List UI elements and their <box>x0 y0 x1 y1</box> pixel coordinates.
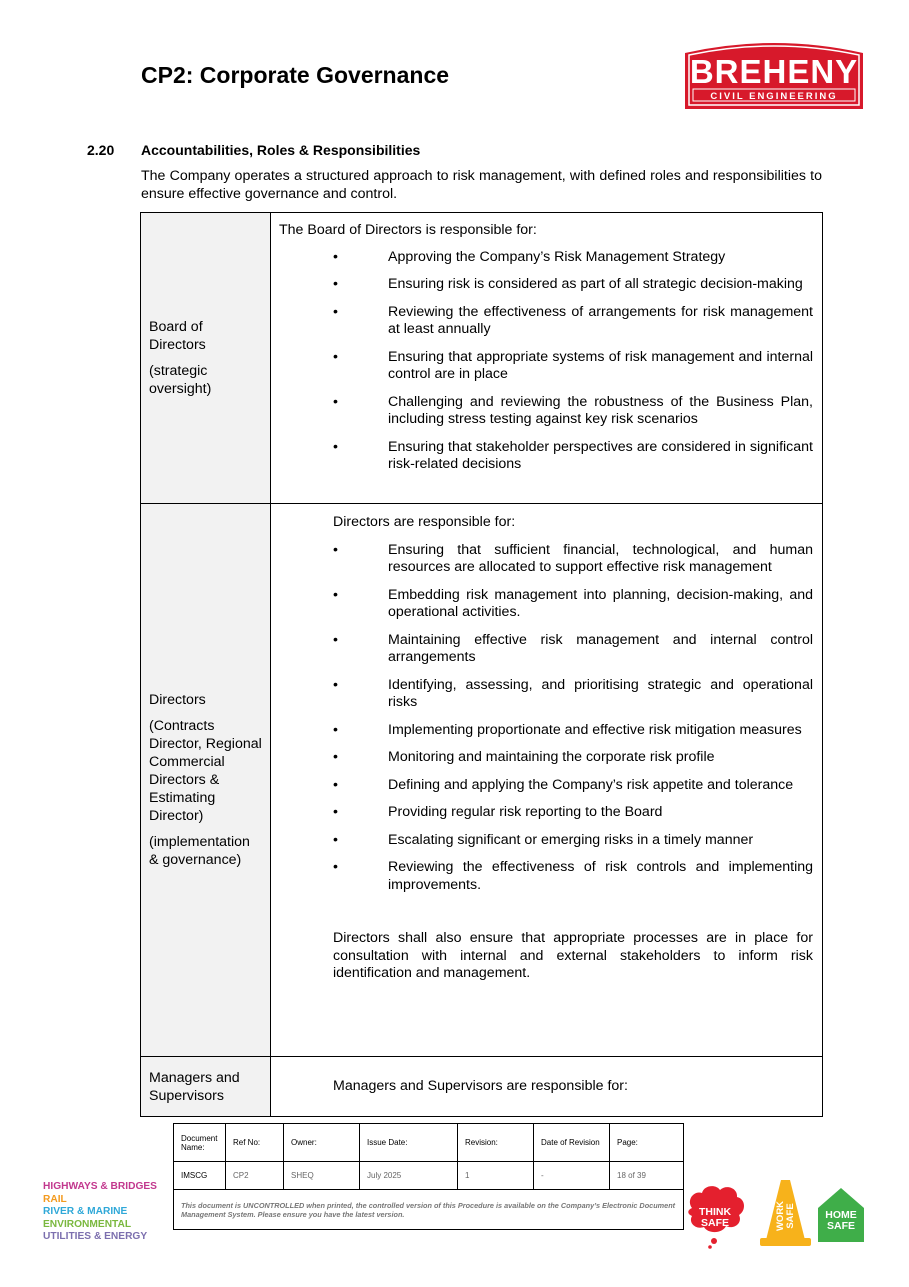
sector-label: HIGHWAYS & BRIDGES <box>43 1181 157 1192</box>
list-item: • Ensuring that sufficient financial, technological, and human resources are allocated to support effective risk management <box>279 542 813 577</box>
section-intro: The Company operates a structured approach to risk management, with defined roles and responsibilities to ensure effective governance and control. <box>141 168 822 202</box>
responsibility-cell <box>271 213 823 504</box>
table-row <box>141 1057 823 1117</box>
responsibility-cell <box>271 1057 823 1117</box>
role-name: Board of Directors <box>149 319 206 353</box>
table-row <box>141 504 823 1057</box>
logo-wordmark: BREHENY <box>689 53 859 90</box>
logo-subtitle: CIVIL ENGINEERING <box>710 91 838 102</box>
uncontrolled-note: This document is UNCONTROLLED when printed, the controlled version of this Procedure is available on the Company’s Electronic Document Management System. Please ensure you have the latest version. <box>174 1190 684 1230</box>
ref-label: Ref No: <box>226 1124 284 1162</box>
date-of-revision-value: - <box>534 1162 610 1190</box>
list-item: • Providing regular risk reporting to the Board <box>279 804 813 822</box>
responsibility-footer: Directors shall also ensure that appropriate processes are in place for consultation with internal and external stakeholders to inform risk identification and management. <box>333 930 813 981</box>
responsibility-cell <box>271 504 823 1057</box>
doc-name-label: Document Name: <box>174 1124 226 1162</box>
svg-text:THINK: THINK <box>698 1206 732 1218</box>
svg-text:HOME: HOME <box>825 1209 857 1221</box>
date-of-revision-label: Date of Revision <box>534 1124 610 1162</box>
ref-value: CP2 <box>226 1162 284 1190</box>
work-safe-badge <box>760 1180 811 1246</box>
role-cell <box>141 213 271 504</box>
page-title: CP2: Corporate Governance <box>141 62 450 88</box>
section-number: 2.20 <box>87 142 115 158</box>
list-item: • Implementing proportionate and effective risk mitigation measures <box>279 722 813 740</box>
home-safe-badge <box>818 1188 864 1242</box>
svg-text:SAFE: SAFE <box>785 1203 796 1229</box>
revision-label: Revision: <box>458 1124 534 1162</box>
sector-list <box>43 1181 157 1244</box>
list-item: • Monitoring and maintaining the corporate risk profile <box>279 749 813 767</box>
svg-text:WORK: WORK <box>775 1200 786 1232</box>
list-item: • Ensuring that stakeholder perspectives are considered in significant risk-related decisions <box>279 439 813 474</box>
responsibilities-table <box>140 212 823 1117</box>
list-item: • Escalating significant or emerging risks in a timely manner <box>279 832 813 850</box>
role-note: (strategic oversight) <box>149 363 212 397</box>
svg-text:SAFE: SAFE <box>700 1217 730 1229</box>
list-item: • Challenging and reviewing the robustness of the Business Plan, including stress testing against key risk scenarios <box>279 394 813 429</box>
issue-date-value: July 2025 <box>360 1162 458 1190</box>
revision-value: 1 <box>458 1162 534 1190</box>
list-item: • Reviewing the effectiveness of arrangements for risk management at least annually <box>279 304 813 339</box>
issue-date-label: Issue Date: <box>360 1124 458 1162</box>
list-item: • Defining and applying the Company’s risk appetite and tolerance <box>279 777 813 795</box>
list-item: • Identifying, assessing, and prioritising strategic and operational risks <box>279 677 813 712</box>
sector-label: RIVER & MARINE <box>43 1206 128 1218</box>
list-item: • Ensuring risk is considered as part of all strategic decision-making <box>279 276 813 294</box>
sector-label: RAIL <box>43 1193 67 1205</box>
responsibility-heading: The Board of Directors is responsible for: <box>279 222 537 238</box>
role-name: Directors <box>149 692 206 708</box>
owner-label: Owner: <box>284 1124 360 1162</box>
list-item: • Reviewing the effectiveness of risk controls and implementing improvements. <box>279 859 813 894</box>
role-cell <box>141 1057 271 1117</box>
breheny-logo <box>683 39 865 109</box>
sector-label: UTILITIES & ENERGY <box>43 1231 148 1243</box>
role-note: (Contracts Director, Regional Commercial Directors & Estimating Director) <box>149 718 262 824</box>
section-title: Accountabilities, Roles & Responsibilities <box>141 142 421 158</box>
svg-text:SAFE: SAFE <box>826 1220 856 1232</box>
list-item: • Approving the Company’s Risk Management Strategy <box>279 249 813 267</box>
responsibility-heading: Managers and Supervisors are responsible for: <box>333 1077 628 1094</box>
page-label: Page: <box>610 1124 684 1162</box>
list-item: • Ensuring that appropriate systems of risk management and internal control are in place <box>279 349 813 384</box>
page-number: 18 of 39 <box>610 1162 684 1190</box>
list-item: • Maintaining effective risk management and internal control arrangements <box>279 632 813 667</box>
doc-name-value: IMSCG <box>174 1162 226 1190</box>
table-row <box>141 213 823 504</box>
sector-label: ENVIRONMENTAL <box>43 1218 132 1230</box>
role-cell <box>141 504 271 1057</box>
responsibility-list <box>279 249 813 474</box>
list-item: • Embedding risk management into planning, decision-making, and operational activities. <box>279 587 813 622</box>
role-name: Managers and Supervisors <box>149 1069 240 1104</box>
role-note: (implementation & governance) <box>149 834 250 868</box>
document-control-table <box>173 1123 684 1230</box>
think-safe-badge <box>688 1186 744 1249</box>
owner-value: SHEQ <box>284 1162 360 1190</box>
responsibility-heading: Directors are responsible for: <box>333 514 516 530</box>
responsibility-list <box>279 542 813 895</box>
safety-badges <box>684 1178 868 1250</box>
